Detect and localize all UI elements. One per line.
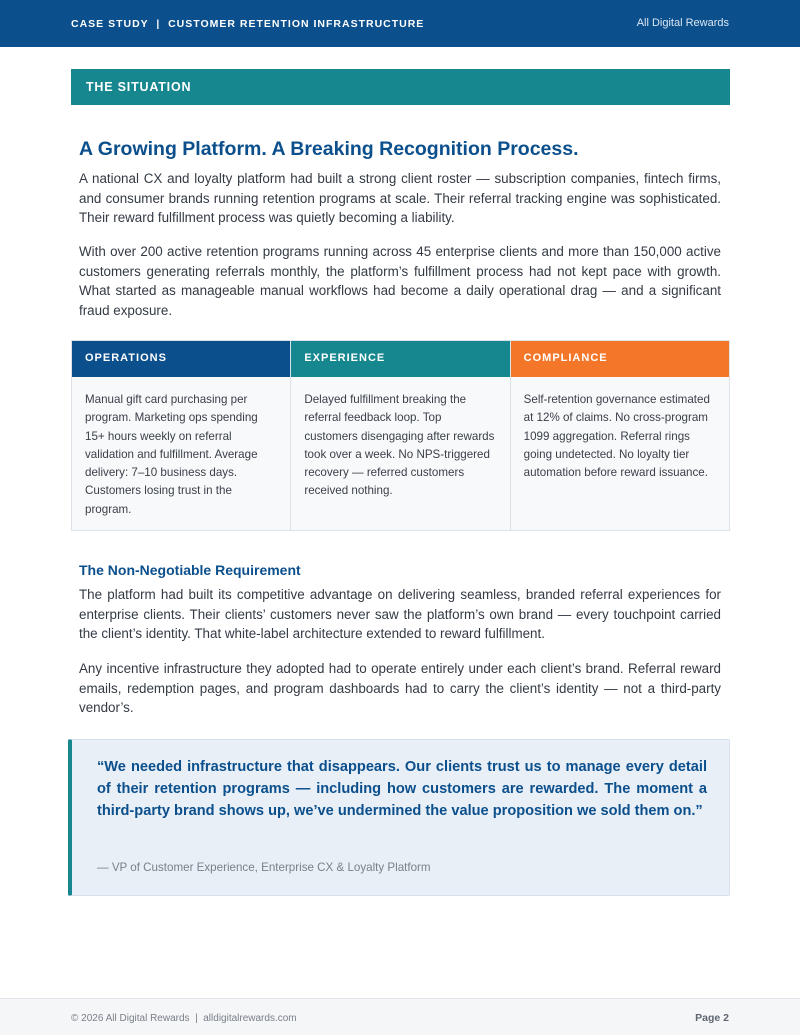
operations-heading: OPERATIONS	[72, 341, 290, 377]
section-banner	[71, 69, 730, 105]
quote-attribution: — VP of Customer Experience, Enterprise CX & Loyalty Platform	[97, 861, 431, 874]
operations-column	[72, 341, 291, 530]
compliance-column	[511, 341, 729, 530]
quote-text: “We needed infrastructure that disappears. Our clients trust us to manage every detail of their retention programs — including how customers are rewarded. The moment a third-party brand shows up, we’ve undermined the value proposition we sold them on.”	[97, 759, 707, 819]
header-brand: All Digital Rewards	[636, 17, 729, 29]
compliance-body: Self-retention governance estimated at 12% of claims. No cross-program 1099 aggregation. Referral rings going undetected. No loyalty tier automation before reward issuance.	[523, 393, 710, 480]
challenge-columns	[71, 340, 730, 531]
compliance-heading: COMPLIANCE	[511, 341, 729, 377]
intro-paragraph: A national CX and loyalty platform had built a strong client roster — subscription companies, fintech firms, and consumer brands running retention programs at scale. Their referral tracking engine was sophisticated. Their reward fulfillment process was quietly becoming a liability.	[79, 171, 721, 225]
growth-paragraph: With over 200 active retention programs running across 45 enterprise clients and more than 150,000 active customers generating referrals monthly, the platform’s fulfillment process had not kept pace with growth. What started as manageable manual workflows had become a daily operational drag — and a significant fraud exposure.	[79, 244, 721, 318]
experience-heading: EXPERIENCE	[291, 341, 509, 377]
requirement-paragraph-1: The platform had built its competitive advantage on delivering seamless, branded referral experiences for enterprise clients. Their clients’ customers never saw the platform’s own brand — every touchpoint carried the client’s identity. That white-label architecture extended to reward fulfillment.	[79, 587, 721, 641]
experience-body: Delayed fulfillment breaking the referral feedback loop. Top customers disengaging after rewards took over a week. No NPS-triggered recovery — referred customers received nothing.	[304, 393, 495, 498]
operations-body: Manual gift card purchasing per program. Marketing ops spending 15+ hours weekly on referral validation and fulfillment. Average delivery: 7–10 business days. Customers losing trust in the program.	[85, 393, 258, 516]
experience-column	[291, 341, 510, 530]
page-headline: A Growing Platform. A Breaking Recognition Process.	[79, 138, 579, 160]
page-number: Page 2	[695, 1012, 729, 1024]
section-label: THE SITUATION	[86, 80, 192, 94]
footer-copyright: © 2026 All Digital Rewards | alldigitalrewards.com	[71, 1013, 297, 1024]
pull-quote	[68, 739, 730, 896]
page-footer	[0, 998, 800, 1035]
header-doc-type: CASE STUDY | CUSTOMER RETENTION INFRASTRUCTURE	[71, 18, 425, 30]
requirement-heading: The Non-Negotiable Requirement	[79, 562, 301, 578]
requirement-paragraph-2: Any incentive infrastructure they adopted had to operate entirely under each client’s brand. Referral reward emails, redemption pages, and program dashboards had to carry the client’s identity — not a third-party vendor’s.	[79, 661, 721, 715]
page-header-bar	[0, 0, 800, 47]
